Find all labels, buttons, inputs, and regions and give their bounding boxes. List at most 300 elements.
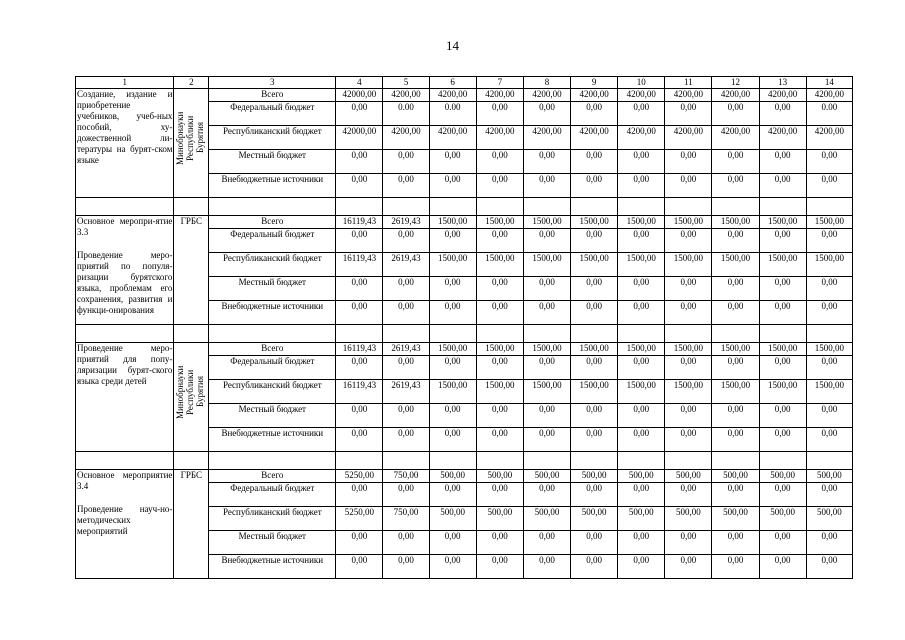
amount-cell: 0,00 bbox=[523, 531, 570, 555]
amount-cell: 0,00 bbox=[571, 356, 618, 380]
amount-cell: 0,00 bbox=[665, 531, 712, 555]
amount-cell: 5250,00 bbox=[336, 470, 383, 483]
amount-cell: 1500,00 bbox=[523, 343, 570, 356]
spacer-cell bbox=[712, 325, 759, 343]
spacer-cell bbox=[209, 198, 336, 216]
amount-cell: 0,00 bbox=[571, 483, 618, 507]
amount-cell: 1500,00 bbox=[806, 253, 852, 277]
amount-cell: 16119,43 bbox=[336, 343, 383, 356]
amount-cell: 0,00 bbox=[665, 356, 712, 380]
amount-cell: 1500,00 bbox=[806, 343, 852, 356]
amount-cell: 0,00 bbox=[665, 229, 712, 253]
amount-cell: 0,00 bbox=[806, 404, 852, 428]
amount-cell: 0,00 bbox=[618, 102, 665, 126]
amount-cell: 0,00 bbox=[571, 277, 618, 301]
responsible-executor bbox=[174, 343, 209, 452]
amount-cell: 4200,00 bbox=[806, 89, 852, 102]
amount-cell: 4200,00 bbox=[523, 89, 570, 102]
amount-cell: 0,00 bbox=[618, 483, 665, 507]
amount-cell: 4200,00 bbox=[665, 126, 712, 150]
amount-cell: 4200,00 bbox=[665, 89, 712, 102]
amount-cell: 0,00 bbox=[665, 428, 712, 452]
amount-cell: 4200,00 bbox=[523, 126, 570, 150]
amount-cell: 4200,00 bbox=[759, 126, 806, 150]
amount-cell: 1500,00 bbox=[618, 216, 665, 229]
amount-cell: 1500,00 bbox=[476, 216, 523, 229]
spacer-cell bbox=[571, 325, 618, 343]
amount-cell: 16119,43 bbox=[336, 253, 383, 277]
spacer-cell bbox=[476, 198, 523, 216]
amount-cell: 1500,00 bbox=[665, 253, 712, 277]
amount-cell: 0,00 bbox=[383, 356, 429, 380]
amount-cell: 500,00 bbox=[712, 470, 759, 483]
amount-cell: 500,00 bbox=[759, 507, 806, 531]
amount-cell: 0,00 bbox=[336, 301, 383, 325]
amount-cell: 0,00 bbox=[759, 301, 806, 325]
spacer-cell bbox=[806, 452, 852, 470]
funding-source: Всего bbox=[209, 89, 336, 102]
spacer-row bbox=[76, 198, 853, 216]
responsible-executor: ГРБС bbox=[174, 470, 209, 579]
spacer-cell bbox=[571, 198, 618, 216]
amount-cell: 0,00 bbox=[523, 555, 570, 579]
event-description bbox=[76, 343, 174, 452]
amount-cell: 0,00 bbox=[665, 555, 712, 579]
amount-cell: 500,00 bbox=[429, 507, 476, 531]
amount-cell: 750,00 bbox=[383, 470, 429, 483]
spacer-cell bbox=[429, 325, 476, 343]
amount-cell: 0,00 bbox=[759, 229, 806, 253]
amount-cell: 2619,43 bbox=[383, 343, 429, 356]
amount-cell: 0,00 bbox=[665, 483, 712, 507]
spacer-cell bbox=[759, 452, 806, 470]
amount-cell: 0,00 bbox=[476, 531, 523, 555]
amount-cell: 0,00 bbox=[429, 531, 476, 555]
amount-cell: 0,00 bbox=[806, 531, 852, 555]
spacer-cell bbox=[618, 325, 665, 343]
amount-cell: 0,00 bbox=[759, 531, 806, 555]
amount-cell: 0,00 bbox=[476, 555, 523, 579]
amount-cell: 500,00 bbox=[523, 470, 570, 483]
amount-cell: 0,00 bbox=[383, 277, 429, 301]
amount-cell: 1500,00 bbox=[429, 380, 476, 404]
spacer-cell bbox=[174, 452, 209, 470]
spacer-cell bbox=[174, 325, 209, 343]
amount-cell: 0,00 bbox=[523, 102, 570, 126]
amount-cell: 0,00 bbox=[429, 277, 476, 301]
budget-table bbox=[75, 76, 853, 579]
amount-cell: 0,00 bbox=[336, 277, 383, 301]
amount-cell: 0,00 bbox=[759, 356, 806, 380]
column-header: 9 bbox=[571, 77, 618, 89]
description-paragraph: Проведение науч-но-методических мероприятий bbox=[77, 504, 173, 536]
column-header: 7 bbox=[476, 77, 523, 89]
amount-cell: 0,00 bbox=[336, 174, 383, 198]
amount-cell: 0,00 bbox=[571, 174, 618, 198]
page-number: 14 bbox=[446, 38, 459, 53]
amount-cell: 0,00 bbox=[712, 428, 759, 452]
description-paragraph: Основное мероприятие 3.4 bbox=[77, 470, 173, 491]
header-row bbox=[76, 77, 853, 89]
amount-cell: 1500,00 bbox=[806, 380, 852, 404]
amount-cell: 0,00 bbox=[571, 404, 618, 428]
funding-source: Местный бюджет bbox=[209, 404, 336, 428]
amount-cell: 0,00 bbox=[806, 301, 852, 325]
amount-cell: 2619,43 bbox=[383, 253, 429, 277]
funding-source: Местный бюджет bbox=[209, 531, 336, 555]
amount-cell: 0,00 bbox=[383, 174, 429, 198]
amount-cell: 1500,00 bbox=[571, 253, 618, 277]
table-row bbox=[76, 343, 853, 356]
amount-cell: 0,00 bbox=[383, 483, 429, 507]
funding-source: Федеральный бюджет bbox=[209, 229, 336, 253]
amount-cell: 0,00 bbox=[383, 531, 429, 555]
amount-cell: 4200,00 bbox=[429, 89, 476, 102]
amount-cell: 2619,43 bbox=[383, 216, 429, 229]
amount-cell: 1500,00 bbox=[476, 253, 523, 277]
amount-cell: 0,00 bbox=[712, 301, 759, 325]
description-paragraph: Проведение меро-приятий по популя-ризации бурятского языка, проблемам его сохранения, развития и функци-онирования bbox=[77, 250, 173, 315]
spacer-row bbox=[76, 452, 853, 470]
column-header: 8 bbox=[523, 77, 570, 89]
amount-cell: 0.00 bbox=[383, 102, 429, 126]
amount-cell: 1500,00 bbox=[665, 380, 712, 404]
amount-cell: 4200,00 bbox=[759, 89, 806, 102]
spacer-cell bbox=[665, 198, 712, 216]
amount-cell: 1500,00 bbox=[523, 216, 570, 229]
amount-cell: 1500,00 bbox=[429, 216, 476, 229]
amount-cell: 1500,00 bbox=[523, 380, 570, 404]
amount-cell: 4200,00 bbox=[618, 89, 665, 102]
spacer-cell bbox=[383, 198, 429, 216]
amount-cell: 0,00 bbox=[571, 531, 618, 555]
amount-cell: 4200,00 bbox=[806, 126, 852, 150]
amount-cell: 4200,00 bbox=[712, 89, 759, 102]
amount-cell: 0,00 bbox=[759, 428, 806, 452]
amount-cell: 16119,43 bbox=[336, 380, 383, 404]
amount-cell: 1500,00 bbox=[429, 343, 476, 356]
amount-cell: 0,00 bbox=[759, 483, 806, 507]
amount-cell: 500,00 bbox=[618, 470, 665, 483]
amount-cell: 750,00 bbox=[383, 507, 429, 531]
amount-cell: 0,00 bbox=[712, 356, 759, 380]
funding-source: Местный бюджет bbox=[209, 277, 336, 301]
amount-cell: 0,00 bbox=[712, 404, 759, 428]
amount-cell: 1500,00 bbox=[571, 216, 618, 229]
amount-cell: 0,00 bbox=[712, 531, 759, 555]
amount-cell: 2619,43 bbox=[383, 380, 429, 404]
amount-cell: 500,00 bbox=[759, 470, 806, 483]
amount-cell: 0,00 bbox=[476, 356, 523, 380]
amount-cell: 0,00 bbox=[336, 531, 383, 555]
amount-cell: 0,00 bbox=[618, 301, 665, 325]
amount-cell: 0,00 bbox=[806, 150, 852, 174]
amount-cell: 0,00 bbox=[618, 428, 665, 452]
amount-cell: 0,00 bbox=[523, 428, 570, 452]
funding-source: Республиканский бюджет bbox=[209, 380, 336, 404]
amount-cell: 0,00 bbox=[806, 356, 852, 380]
spacer-cell bbox=[476, 452, 523, 470]
spacer-cell bbox=[76, 452, 174, 470]
amount-cell: 0,00 bbox=[476, 483, 523, 507]
amount-cell: 0,00 bbox=[429, 555, 476, 579]
amount-cell: 500,00 bbox=[571, 507, 618, 531]
amount-cell: 0,00 bbox=[476, 404, 523, 428]
amount-cell: 0,00 bbox=[523, 356, 570, 380]
amount-cell: 4200,00 bbox=[383, 89, 429, 102]
amount-cell: 0,00 bbox=[429, 301, 476, 325]
amount-cell: 1500,00 bbox=[429, 253, 476, 277]
amount-cell: 0,00 bbox=[665, 301, 712, 325]
amount-cell: 4200,00 bbox=[476, 126, 523, 150]
column-header: 4 bbox=[336, 77, 383, 89]
amount-cell: 1500,00 bbox=[712, 253, 759, 277]
column-header: 10 bbox=[618, 77, 665, 89]
amount-cell: 0,00 bbox=[429, 229, 476, 253]
table-row bbox=[76, 89, 853, 102]
column-header: 14 bbox=[806, 77, 852, 89]
amount-cell: 1500,00 bbox=[665, 216, 712, 229]
amount-cell: 42000,00 bbox=[336, 89, 383, 102]
spacer-cell bbox=[712, 198, 759, 216]
amount-cell: 0,00 bbox=[571, 229, 618, 253]
amount-cell: 4200,00 bbox=[383, 126, 429, 150]
table-body bbox=[76, 77, 853, 579]
amount-cell: 0,00 bbox=[806, 555, 852, 579]
spacer-cell bbox=[759, 198, 806, 216]
amount-cell: 0,00 bbox=[523, 174, 570, 198]
amount-cell: 1500,00 bbox=[476, 343, 523, 356]
amount-cell: 0,00 bbox=[336, 102, 383, 126]
funding-source: Республиканский бюджет bbox=[209, 253, 336, 277]
amount-cell: 0,00 bbox=[712, 174, 759, 198]
amount-cell: 0,00 bbox=[476, 277, 523, 301]
amount-cell: 0,00 bbox=[523, 150, 570, 174]
table-row bbox=[76, 470, 853, 483]
amount-cell: 0,00 bbox=[429, 404, 476, 428]
amount-cell: 0,00 bbox=[476, 150, 523, 174]
amount-cell: 0,00 bbox=[618, 150, 665, 174]
amount-cell: 0,00 bbox=[476, 102, 523, 126]
amount-cell: 500,00 bbox=[665, 470, 712, 483]
amount-cell: 0,00 bbox=[618, 277, 665, 301]
amount-cell: 500,00 bbox=[618, 507, 665, 531]
amount-cell: 1500,00 bbox=[806, 216, 852, 229]
amount-cell: 0,00 bbox=[336, 229, 383, 253]
spacer-cell bbox=[618, 452, 665, 470]
column-header: 5 bbox=[383, 77, 429, 89]
funding-source: Федеральный бюджет bbox=[209, 102, 336, 126]
amount-cell: 0,00 bbox=[571, 428, 618, 452]
amount-cell: 0,00 bbox=[618, 174, 665, 198]
amount-cell: 1500,00 bbox=[712, 216, 759, 229]
amount-cell: 0,00 bbox=[429, 174, 476, 198]
spacer-cell bbox=[209, 325, 336, 343]
amount-cell: 0,00 bbox=[712, 555, 759, 579]
amount-cell: 4200,00 bbox=[429, 126, 476, 150]
column-header: 11 bbox=[665, 77, 712, 89]
column-header: 6 bbox=[429, 77, 476, 89]
spacer-cell bbox=[209, 452, 336, 470]
amount-cell: 0,00 bbox=[806, 277, 852, 301]
amount-cell: 0,00 bbox=[429, 483, 476, 507]
spacer-cell bbox=[665, 325, 712, 343]
responsible-executor-text: Минобрнауки Республики Бурятия bbox=[175, 365, 206, 419]
amount-cell: 0,00 bbox=[618, 404, 665, 428]
amount-cell: 0,00 bbox=[665, 150, 712, 174]
amount-cell: 500,00 bbox=[476, 470, 523, 483]
spacer-cell bbox=[383, 325, 429, 343]
amount-cell: 4200,00 bbox=[712, 126, 759, 150]
event-description bbox=[76, 470, 174, 579]
spacer-cell bbox=[383, 452, 429, 470]
spacer-cell bbox=[429, 198, 476, 216]
spacer-cell bbox=[806, 198, 852, 216]
description-paragraph: Проведение меро-приятий для попу-ляризации бурят-ского языка среди детей bbox=[77, 343, 173, 386]
amount-cell: 0,00 bbox=[759, 174, 806, 198]
amount-cell: 0,00 bbox=[523, 277, 570, 301]
amount-cell: 0,00 bbox=[571, 555, 618, 579]
amount-cell: 0,00 bbox=[806, 174, 852, 198]
amount-cell: 1500,00 bbox=[523, 253, 570, 277]
description-paragraph: Основное меропри-ятие 3.3 bbox=[77, 216, 173, 237]
funding-source: Всего bbox=[209, 343, 336, 356]
amount-cell: 0.00 bbox=[429, 102, 476, 126]
column-header: 3 bbox=[209, 77, 336, 89]
spacer-cell bbox=[76, 198, 174, 216]
amount-cell: 0,00 bbox=[383, 555, 429, 579]
amount-cell: 0,00 bbox=[476, 301, 523, 325]
amount-cell: 0,00 bbox=[336, 356, 383, 380]
amount-cell: 0,00 bbox=[712, 483, 759, 507]
table-row bbox=[76, 216, 853, 229]
amount-cell: 4200,00 bbox=[571, 126, 618, 150]
amount-cell: 0,00 bbox=[618, 531, 665, 555]
spacer-cell bbox=[618, 198, 665, 216]
amount-cell: 0,00 bbox=[336, 483, 383, 507]
amount-cell: 0,00 bbox=[429, 150, 476, 174]
column-header: 1 bbox=[76, 77, 174, 89]
description-paragraph: Создание, издание и приобретение учебников, учеб-ных пособий, ху-дожественной ли-тературы на бурят-ском языке bbox=[77, 89, 173, 165]
amount-cell: 0,00 bbox=[383, 404, 429, 428]
spacer-cell bbox=[665, 452, 712, 470]
amount-cell: 500,00 bbox=[571, 470, 618, 483]
amount-cell: 0,00 bbox=[429, 356, 476, 380]
amount-cell: 0,00 bbox=[523, 404, 570, 428]
spacer-cell bbox=[806, 325, 852, 343]
amount-cell: 1500,00 bbox=[571, 380, 618, 404]
amount-cell: 0,00 bbox=[336, 404, 383, 428]
amount-cell: 1500,00 bbox=[759, 253, 806, 277]
amount-cell: 0,00 bbox=[712, 229, 759, 253]
spacer-cell bbox=[571, 452, 618, 470]
column-header: 2 bbox=[174, 77, 209, 89]
funding-source: Внебюджетные источники bbox=[209, 301, 336, 325]
funding-source: Всего bbox=[209, 216, 336, 229]
column-header: 13 bbox=[759, 77, 806, 89]
amount-cell: 500,00 bbox=[665, 507, 712, 531]
spacer-cell bbox=[523, 198, 570, 216]
funding-source: Республиканский бюджет bbox=[209, 126, 336, 150]
amount-cell: 0,00 bbox=[383, 229, 429, 253]
responsible-executor bbox=[174, 89, 209, 198]
amount-cell: 0,00 bbox=[712, 150, 759, 174]
amount-cell: 0,00 bbox=[571, 150, 618, 174]
amount-cell: 0,00 bbox=[383, 301, 429, 325]
column-header: 12 bbox=[712, 77, 759, 89]
amount-cell: 500,00 bbox=[712, 507, 759, 531]
amount-cell: 0,00 bbox=[523, 483, 570, 507]
amount-cell: 4200,00 bbox=[476, 89, 523, 102]
amount-cell: 1500,00 bbox=[618, 380, 665, 404]
amount-cell: 1500,00 bbox=[759, 216, 806, 229]
amount-cell: 0,00 bbox=[759, 555, 806, 579]
amount-cell: 0,00 bbox=[336, 150, 383, 174]
amount-cell: 42000,00 bbox=[336, 126, 383, 150]
amount-cell: 0,00 bbox=[712, 102, 759, 126]
amount-cell: 1500,00 bbox=[712, 380, 759, 404]
amount-cell: 1500,00 bbox=[476, 380, 523, 404]
spacer-cell bbox=[76, 325, 174, 343]
amount-cell: 500,00 bbox=[429, 470, 476, 483]
amount-cell: 1500,00 bbox=[618, 253, 665, 277]
amount-cell: 500,00 bbox=[806, 507, 852, 531]
event-description bbox=[76, 216, 174, 325]
responsible-executor: ГРБС bbox=[174, 216, 209, 325]
amount-cell: 0,00 bbox=[571, 102, 618, 126]
amount-cell: 0,00 bbox=[618, 555, 665, 579]
amount-cell: 0,00 bbox=[383, 150, 429, 174]
amount-cell: 1500,00 bbox=[665, 343, 712, 356]
amount-cell: 0,00 bbox=[476, 229, 523, 253]
spacer-cell bbox=[336, 198, 383, 216]
funding-source: Всего bbox=[209, 470, 336, 483]
amount-cell: 0.00 bbox=[806, 102, 852, 126]
spacer-cell bbox=[429, 452, 476, 470]
amount-cell: 500,00 bbox=[476, 507, 523, 531]
funding-source: Федеральный бюджет bbox=[209, 356, 336, 380]
amount-cell: 16119,43 bbox=[336, 216, 383, 229]
amount-cell: 4200,00 bbox=[618, 126, 665, 150]
funding-source: Федеральный бюджет bbox=[209, 483, 336, 507]
event-description bbox=[76, 89, 174, 198]
amount-cell: 0,00 bbox=[665, 404, 712, 428]
funding-source: Местный бюджет bbox=[209, 150, 336, 174]
amount-cell: 5250,00 bbox=[336, 507, 383, 531]
spacer-cell bbox=[476, 325, 523, 343]
amount-cell: 0,00 bbox=[618, 229, 665, 253]
amount-cell: 0,00 bbox=[476, 428, 523, 452]
amount-cell: 1500,00 bbox=[759, 380, 806, 404]
funding-source: Внебюджетные источники bbox=[209, 174, 336, 198]
amount-cell: 0,00 bbox=[759, 150, 806, 174]
spacer-cell bbox=[336, 325, 383, 343]
amount-cell: 0,00 bbox=[383, 428, 429, 452]
amount-cell: 0,00 bbox=[759, 404, 806, 428]
amount-cell: 0,00 bbox=[665, 174, 712, 198]
amount-cell: 0,00 bbox=[665, 277, 712, 301]
spacer-row bbox=[76, 325, 853, 343]
amount-cell: 0,00 bbox=[523, 229, 570, 253]
amount-cell: 1500,00 bbox=[759, 343, 806, 356]
amount-cell: 500,00 bbox=[806, 470, 852, 483]
funding-source: Внебюджетные источники bbox=[209, 428, 336, 452]
spacer-cell bbox=[336, 452, 383, 470]
spacer-cell bbox=[712, 452, 759, 470]
amount-cell: 0,00 bbox=[336, 428, 383, 452]
amount-cell: 500,00 bbox=[523, 507, 570, 531]
amount-cell: 0,00 bbox=[759, 277, 806, 301]
